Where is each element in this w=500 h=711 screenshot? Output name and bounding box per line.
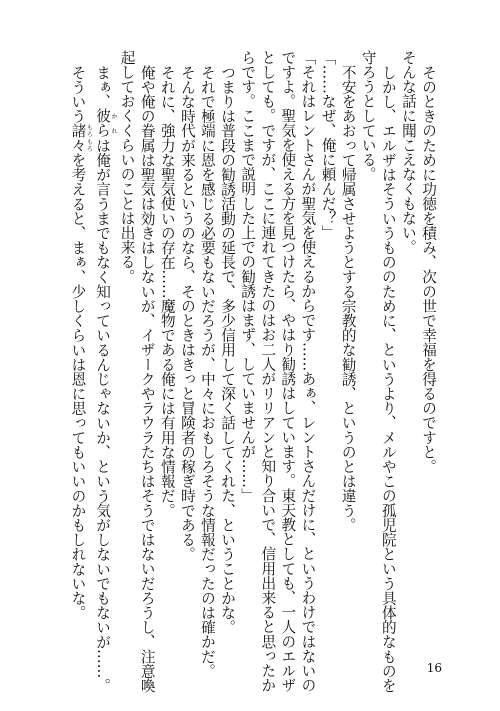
text-line: そんな話に聞こえなくもない。 (399, 50, 417, 255)
text-line: 不安をあおって帰属させようとする宗教的な勧誘、というのとは違う。 (339, 64, 357, 532)
text-line: しかし、エルザはそういうもののために、というより、メルやこの孤児院という具体的なものを (379, 64, 397, 693)
page-number: 16 (426, 661, 442, 675)
dialogue-line: 「それはレントさんが聖気を使えるからです……あぁ、レントさんだけに、というわけではないの (299, 50, 317, 693)
dialogue-line: としても。ですが、ここに連れてきたのはお二人がリリアンと知り合いで、信用出来ると思ったか (259, 50, 277, 693)
text-line: それで極端に恩を感じる必要もないだろうが、中々におもしろそうな情報だったのは確かだ。 (198, 64, 216, 678)
text-line: そのときのために功徳を積み、次の世で幸福を得るのですと。 (420, 64, 437, 474)
dialogue-line: ですよ。聖気を使える方を見つけたら、やはり勧誘はしています。東天教としても、一人のエルザ (279, 50, 297, 693)
text-line: 俺や俺の眷属は聖気は効きはしないが、イザークやラウラたちはそうではないだろうし、注意喚 (138, 64, 156, 693)
text-line: 守ろうとしている。 (359, 50, 377, 182)
text-line: まぁ、彼ら かれは俺が言うまでもなく知っているんじゃないか、という気がしないでもないが……。 (94, 64, 117, 693)
text-line: それに、強力な聖気使いの存在……魔物である俺には有用な情報だ。 (158, 64, 176, 518)
text-line: 起しておくくらいのことは出来る。 (118, 50, 136, 284)
dialogue-line: らです。ここまで説明した上での勧誘はまず、していませんが……」 (239, 50, 257, 503)
text-line: そんな時代が来るというのなら、そのときはきっと冒険者の稼ぎ時である。 (178, 64, 196, 561)
dialogue-line: 「……なぜ、俺に頼んだ？」 (319, 50, 337, 240)
text-line: そういう諸々 もろもろを考えると、まぁ、少しくらいは恩に思ってもいいのかもしれないな。 (69, 64, 93, 620)
ruby-annotation: 彼ら かれ (94, 108, 117, 138)
text-line: つまりは普段の勧誘活動の延長で、多少信用して深く話してくれた、ということかな。 (219, 64, 237, 634)
ruby-annotation: 諸々 もろもろ (69, 123, 93, 153)
